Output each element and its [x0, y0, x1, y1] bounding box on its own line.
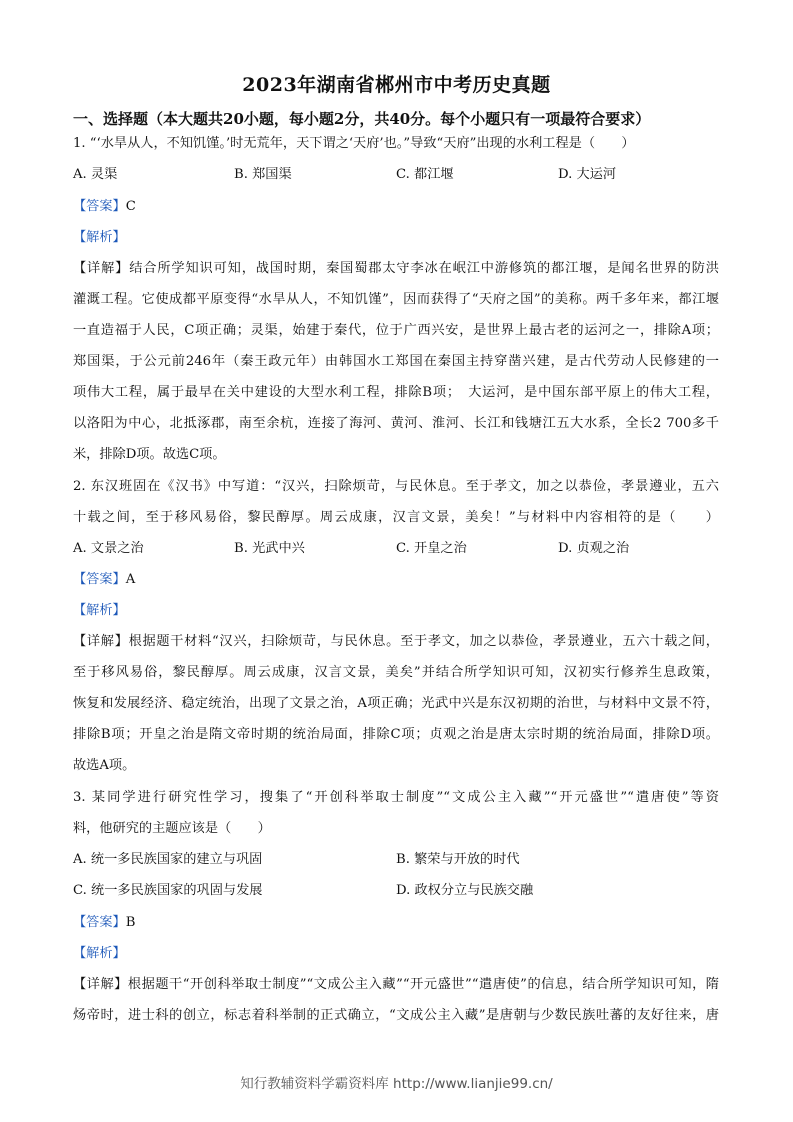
- q1-detail-line: 项伟大工程，属于最早在关中建设的大型水利工程，排除B项； 大运河，是中国东部平原上的伟大工程，: [73, 385, 719, 400]
- q1-analysis-tag: 【解析】: [73, 230, 126, 245]
- answer-value: C: [125, 199, 136, 214]
- q3-answer-row: [73, 915, 135, 931]
- q3-analysis-tag: 【解析】: [73, 946, 126, 961]
- q1-option-b: B. 郑国渠: [234, 167, 292, 182]
- q2-option-c: C. 开皇之治: [396, 541, 467, 556]
- question-3-stem: 3. 某同学进行研究性学习，搜集了“开创科举取士制度”“文成公主入藏”“开元盛世”“遣唐使”等资: [73, 790, 719, 805]
- answer-tag: 【答案】: [73, 199, 126, 214]
- q1-detail-line: 【详解】结合所学知识可知，战国时期，秦国蜀郡太守李冰在岷江中游修筑的都江堰，是闻名世界的防洪: [73, 261, 719, 276]
- question-2-stem: 十载之间，至于移风易俗，黎民醇厚。周云成康，汉言文景，美矣！”与材料中内容相符的是（ ）: [73, 510, 719, 525]
- q3-detail-line: 炀帝时，进士科的创立，标志着科举制的正式确立，“文成公主入藏”是唐朝与少数民族吐蕃的友好往来，唐: [73, 1008, 719, 1023]
- answer-value: A: [125, 572, 136, 587]
- q2-detail-line: 恢复和发展经济、稳定统治，出现了文景之治，A项正确；光武中兴是东汉初期的治世，与材料中文景不符，: [73, 696, 719, 711]
- q2-detail-line: 【详解】根据题干材料“汉兴，扫除烦苛，与民休息。至于孝文，加之以恭俭，孝景遵业，五六十载之间，: [73, 634, 719, 649]
- q2-answer-row: [73, 572, 135, 588]
- q1-detail-line: 郑国渠，于公元前246年（秦王政元年）由韩国水工郑国在秦国主持穿凿兴建，是古代劳动人民修建的一: [73, 354, 719, 369]
- q1-detail-line: 一直造福于人民，C项正确；灵渠，始建于秦代，位于广西兴安，是世界上最古老的运河之一，排除A项；: [73, 323, 719, 338]
- answer-tag: 【答案】: [73, 915, 126, 930]
- q3-option-a: A. 统一多民族国家的建立与巩固: [73, 852, 263, 867]
- q1-detail-line: 米，排除D项。故选C项。: [73, 447, 226, 462]
- q2-option-b: B. 光武中兴: [234, 541, 305, 556]
- q1-answer-row: [73, 199, 136, 215]
- footer-watermark: 知行教辅资料学霸资料库 http://www.lianjie99.cn/: [240, 1076, 553, 1092]
- question-3-stem: 料，他研究的主题应该是（ ）: [73, 821, 271, 836]
- q2-detail-line: 故选A项。: [73, 758, 136, 773]
- q3-option-c: C. 统一多民族国家的巩固与发展: [73, 883, 263, 898]
- q1-detail-line: 灌溉工程。它使成都平原变得“水旱从人，不知饥馑”，因而获得了“天府之国”的美称。两千多年来，都江堰: [73, 292, 719, 307]
- answer-value: B: [125, 915, 136, 930]
- section-heading: 一、选择题（本大题共20小题，每小题2分，共40分。每个小题只有一项最符合要求）: [73, 110, 651, 128]
- q1-option-c: C. 都江堰: [396, 167, 454, 182]
- question-2-stem: 2. 东汉班固在《汉书》中写道：“汉兴，扫除烦苛，与民休息。至于孝文，加之以恭俭，孝景遵业，五六: [73, 479, 719, 494]
- q2-analysis-tag: 【解析】: [73, 603, 126, 618]
- q2-detail-line: 排除B项；开皇之治是隋文帝时期的统治局面，排除C项；贞观之治是唐太宗时期的统治局面，排除D项。: [73, 727, 719, 742]
- q2-option-a: A. 文景之治: [73, 541, 144, 556]
- q2-option-d: D. 贞观之治: [558, 541, 630, 556]
- q3-detail-line: 【详解】根据题干“开创科举取士制度”“文成公主入藏”“开元盛世”“遣唐使”的信息，结合所学知识可知，隋: [73, 977, 719, 992]
- q3-option-b: B. 繁荣与开放的时代: [396, 852, 520, 867]
- page-title: 2023年湖南省郴州市中考历史真题: [242, 74, 551, 96]
- q1-detail-line: 以洛阳为中心，北抵涿郡，南至余杭，连接了海河、黄河、淮河、长江和钱塘江五大水系，全长2 700多千: [73, 416, 719, 431]
- q2-detail-line: 至于移风易俗，黎民醇厚。周云成康，汉言文景，美矣”并结合所学知识可知，汉初实行修养生息政策，: [73, 665, 719, 680]
- q3-option-d: D. 政权分立与民族交融: [396, 883, 534, 898]
- answer-tag: 【答案】: [73, 572, 126, 587]
- q1-option-d: D. 大运河: [558, 167, 617, 182]
- q1-option-a: A. 灵渠: [73, 167, 118, 182]
- question-1-stem: 1. “‘水旱从人，不知饥馑。’时无荒年，天下谓之‘天府’也。”导致“天府”出现的水利工程是（ ）: [73, 136, 635, 151]
